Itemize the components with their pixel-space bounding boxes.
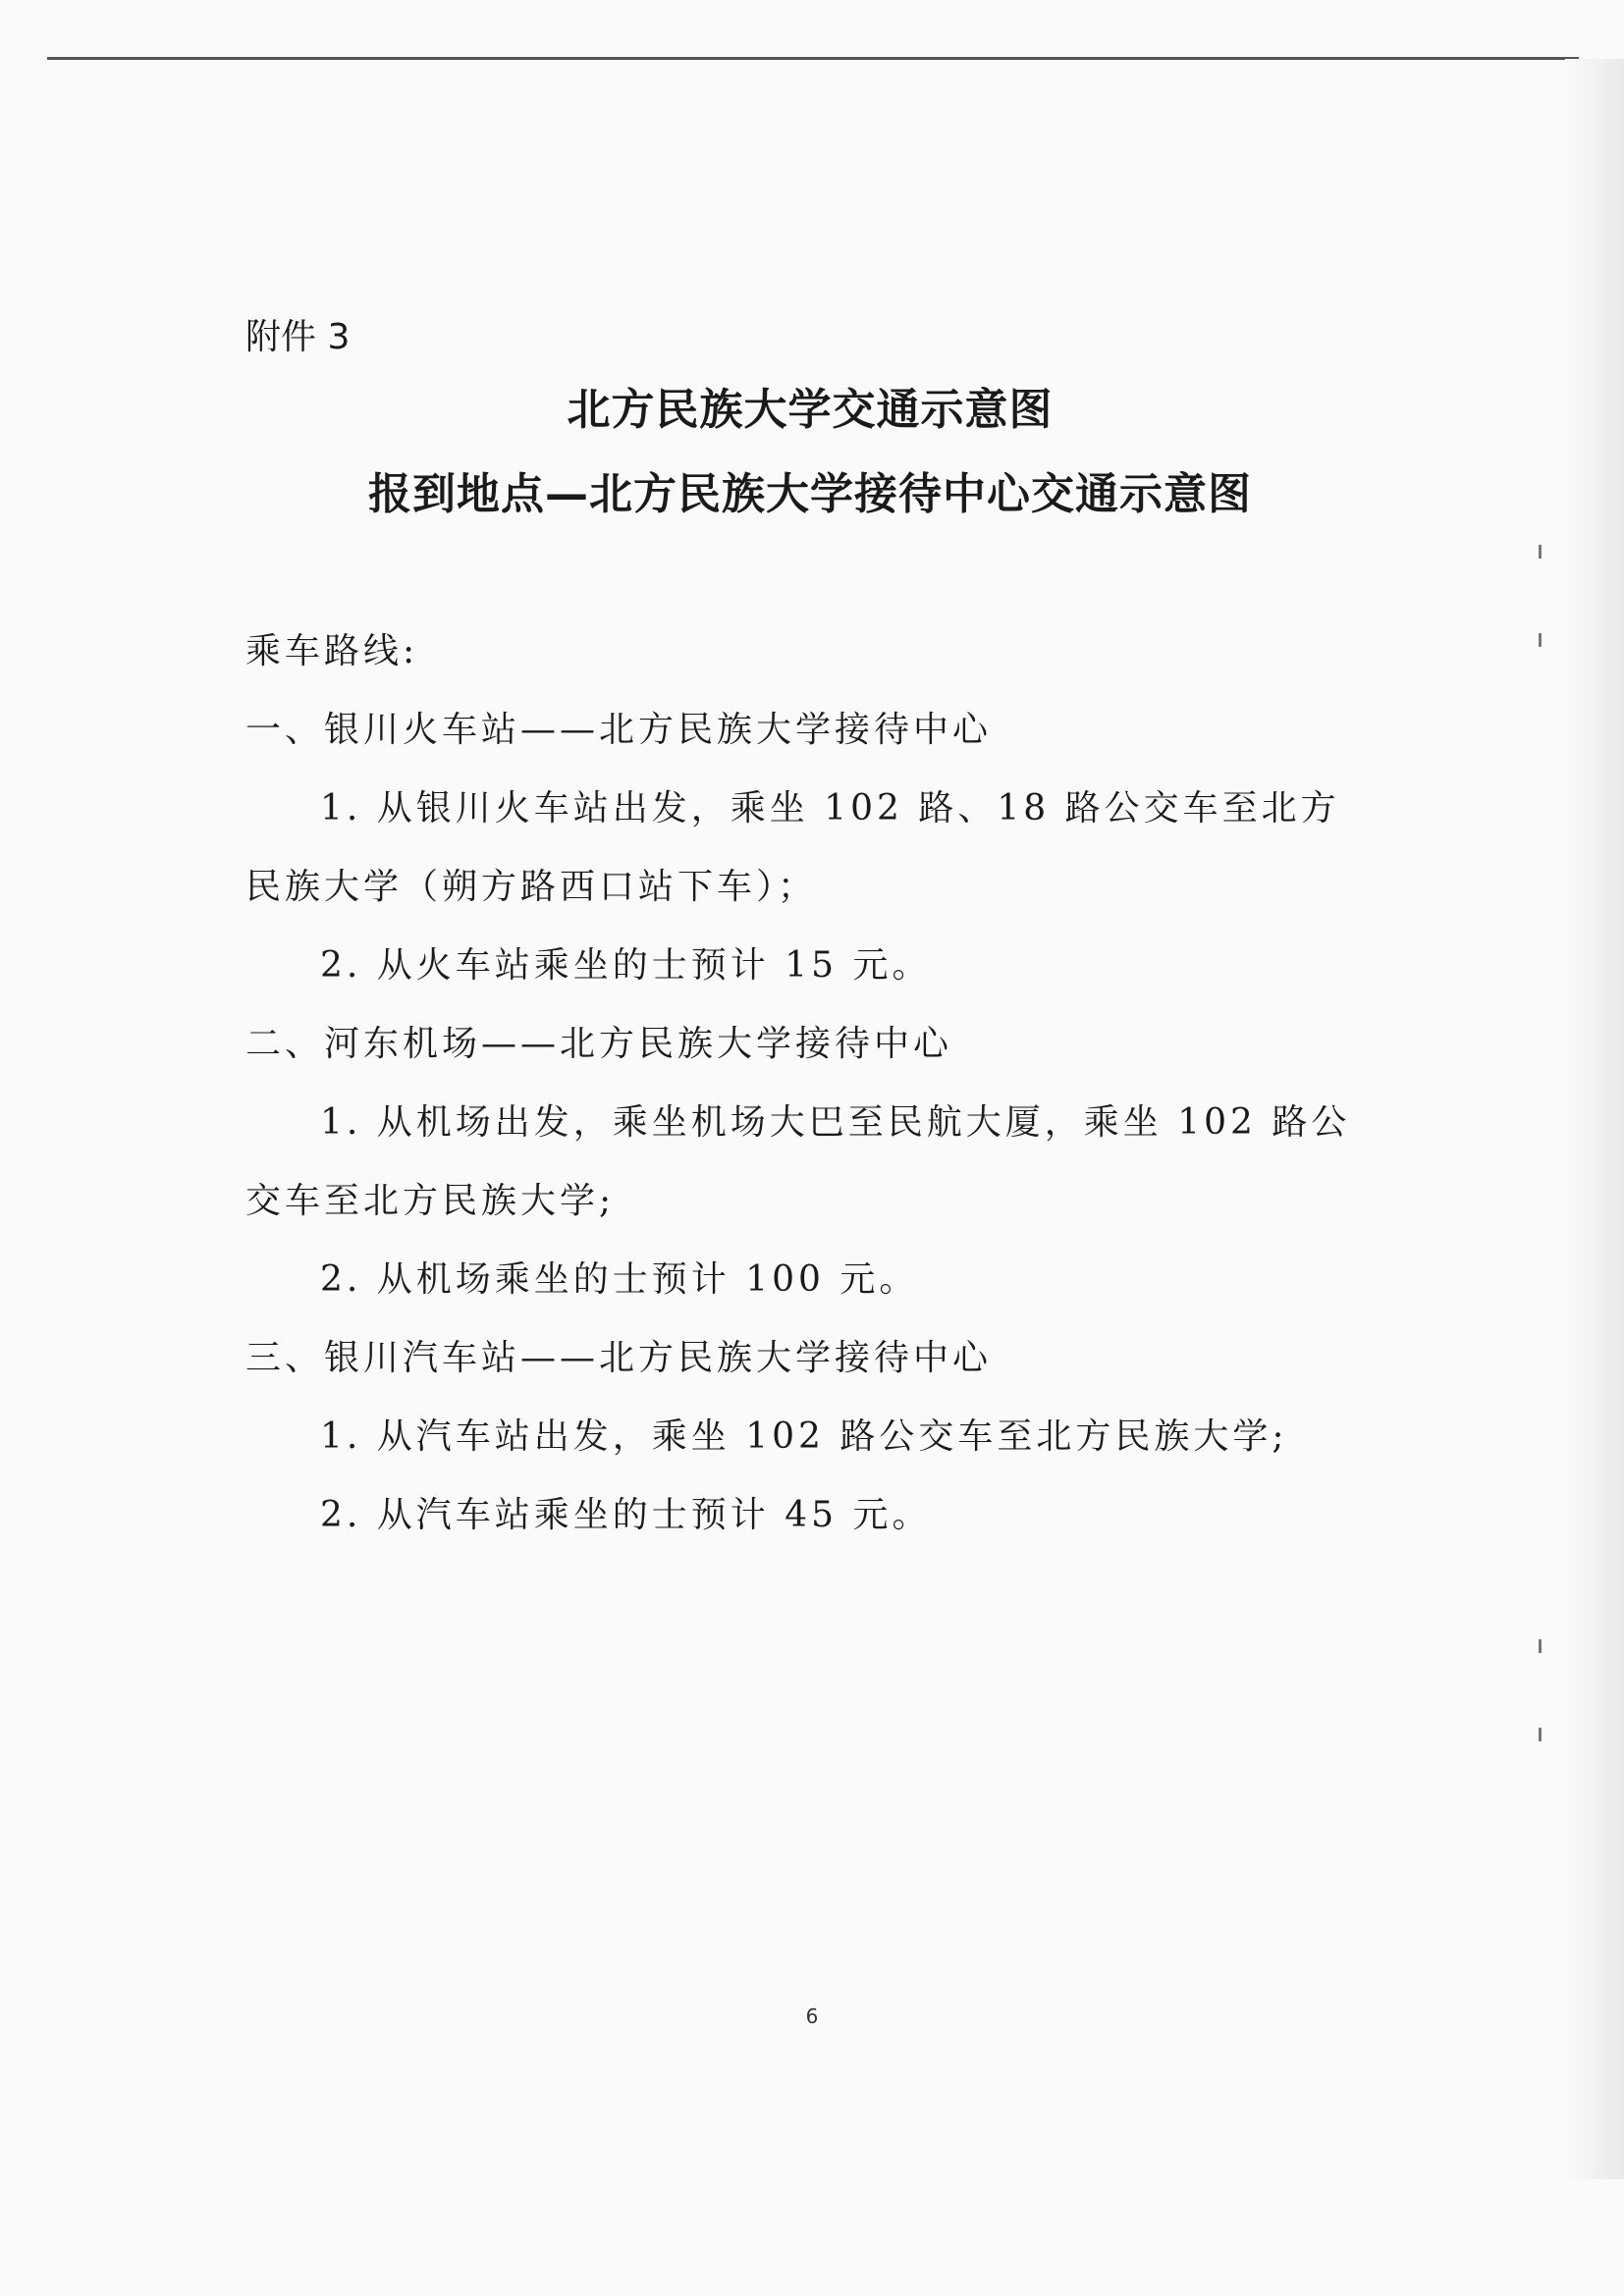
route-section — [245, 691, 1375, 1005]
route-instruction: 1. 从银川火车站出发，乘坐 102 路、18 路公交车至北方民族大学（朔方路西口站下车）； — [245, 788, 1340, 907]
page-title: 北方民族大学交通示意图 — [567, 385, 1054, 435]
binding-mark — [1539, 1639, 1542, 1653]
binding-mark — [1539, 633, 1542, 647]
page-subtitle: 报到地点—北方民族大学接待中心交通示意图 — [368, 469, 1252, 519]
route-heading: 二、河东机场——北方民族大学接待中心 — [245, 1024, 953, 1064]
route-instruction: 1. 从机场出发，乘坐机场大巴至民航大厦，乘坐 102 路公交车至北方民族大学; — [245, 1102, 1351, 1221]
route-instruction: 2. 从汽车站乘坐的士预计 45 元。 — [320, 1495, 932, 1535]
page-number: 6 — [805, 2004, 819, 2028]
route-instruction: 2. 从机场乘坐的士预计 100 元。 — [320, 1259, 919, 1300]
route-heading: 一、银川火车站——北方民族大学接待中心 — [245, 710, 993, 750]
route-section — [245, 1319, 1375, 1555]
page-edge-shadow — [1565, 59, 1624, 2179]
binding-mark — [1539, 545, 1542, 559]
routes-heading: 乘车路线: — [245, 631, 419, 671]
route-section — [245, 1005, 1375, 1319]
top-border-line — [47, 57, 1579, 60]
binding-mark — [1539, 1728, 1542, 1741]
route-instruction: 1. 从汽车站出发，乘坐 102 路公交车至北方民族大学; — [320, 1416, 1288, 1457]
document-body — [245, 294, 1375, 1555]
route-instruction: 2. 从火车站乘坐的士预计 15 元。 — [320, 945, 932, 986]
attachment-label: 附件 3 — [245, 317, 351, 357]
route-heading: 三、银川汽车站——北方民族大学接待中心 — [245, 1338, 993, 1378]
